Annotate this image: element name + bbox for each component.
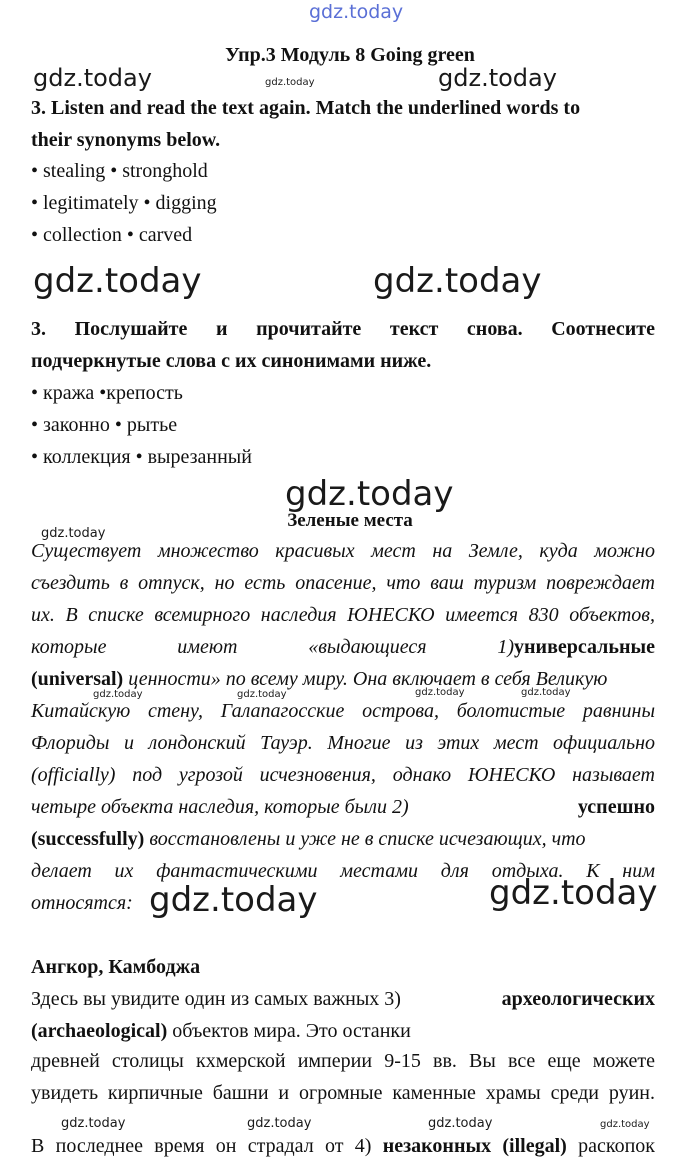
watermark: gdz.today [428, 1116, 493, 1131]
english-bullet-3: • collection • carved [31, 224, 193, 246]
section-title-angkor: Ангкор, Камбоджа [31, 956, 201, 978]
watermark: gdz.today [149, 880, 318, 920]
russian-instruction-line-2: подчеркнутые слова с их синонимами ниже. [31, 350, 432, 372]
paragraph-line: Существует множество красивых мест на Земле, куда можно [31, 540, 655, 562]
paragraph-line [31, 796, 655, 819]
paragraph-line: съездить в отпуск, но есть опасение, что ваш туризм повреждает [31, 572, 655, 594]
watermark: gdz.today [521, 687, 571, 698]
paragraph-line: Флориды и лондонский Тауэр. Многие из этих мест официально [31, 732, 655, 754]
keyword-archaeological-en: (archaeological) [31, 1020, 168, 1042]
paragraph-text: В последнее время он страдал от 4) [31, 1135, 372, 1157]
page-title: Упр.3 Модуль 8 Going green [225, 44, 475, 66]
paragraph-line: делает их фантастическими местами для отдыха. К ним [31, 860, 655, 882]
paragraph-text: четыре объекта наследия, которые были 2) [31, 796, 409, 818]
watermark: gdz.today [247, 1116, 312, 1131]
paragraph-line: относятся: [31, 892, 133, 914]
russian-bullet-1: • кража •крепость [31, 382, 183, 404]
watermark: gdz.today [265, 77, 315, 88]
watermark: gdz.today [61, 1116, 126, 1131]
russian-bullet-2: • законно • рытье [31, 414, 178, 436]
paragraph-line: Китайскую стену, Галапагосские острова, болотистые равнины [31, 700, 655, 722]
english-instruction-line-1: 3. Listen and read the text again. Match the underlined words to [31, 97, 581, 119]
keyword-archaeological-ru: археологических [501, 988, 655, 1010]
top-watermark: gdz.today [309, 1, 404, 23]
keyword-universal-ru: универсальные [514, 636, 655, 658]
watermark: gdz.today [285, 474, 454, 514]
english-bullet-2: • legitimately • digging [31, 192, 217, 214]
watermark: gdz.today [41, 526, 106, 541]
paragraph-line: увидеть кирпичные башни и огромные каменные храмы среди руин. [31, 1082, 655, 1104]
paragraph-text: Здесь вы увидите один из самых важных 3) [31, 988, 401, 1010]
section-title-green-places: Зеленые места [287, 510, 413, 531]
paragraph-text: ценности» по всему миру. Она включает в себя Великую [128, 668, 608, 690]
paragraph-line [31, 1020, 411, 1043]
russian-instruction-line-1: 3. Послушайте и прочитайте текст снова. Соотнесите [31, 318, 655, 340]
watermark: gdz.today [415, 687, 465, 698]
paragraph-line: (officially) под угрозой исчезновения, однако ЮНЕСКО называет [31, 764, 655, 786]
watermark: gdz.today [237, 689, 287, 700]
paragraph-text: восстановлены и уже не в списке исчезающих, что [149, 828, 586, 850]
paragraph-text: раскопок [578, 1135, 656, 1157]
paragraph-line: древней столицы кхмерской империи 9-15 вв. Вы все еще можете [31, 1050, 655, 1072]
watermark: gdz.today [373, 261, 542, 301]
russian-bullet-3: • коллекция • вырезанный [31, 446, 252, 468]
paragraph-text: объектов мира. Это останки [167, 1020, 411, 1042]
paragraph-line [31, 636, 655, 659]
paragraph-text: которые имеют «выдающиеся 1) [31, 636, 515, 658]
paragraph-line: их. В списке всемирного наследия ЮНЕСКО имеется 830 объектов, [31, 604, 655, 626]
english-bullet-1: • stealing • stronghold [31, 160, 208, 182]
watermark: gdz.today [33, 261, 202, 301]
paragraph-line [31, 1135, 655, 1158]
watermark: gdz.today [33, 64, 152, 92]
watermark: gdz.today [600, 1119, 650, 1130]
paragraph-line [31, 988, 655, 1011]
watermark: gdz.today [438, 64, 557, 92]
watermark: gdz.today [489, 873, 658, 913]
keyword-illegal: незаконных (illegal) [382, 1135, 567, 1157]
keyword-successfully-en: (successfully) [31, 828, 145, 850]
watermark: gdz.today [93, 689, 143, 700]
english-instruction-line-2: their synonyms below. [31, 129, 221, 151]
paragraph-line [31, 828, 586, 851]
keyword-universal-en: (universal) [31, 668, 124, 690]
keyword-successfully-ru: успешно [577, 796, 655, 818]
